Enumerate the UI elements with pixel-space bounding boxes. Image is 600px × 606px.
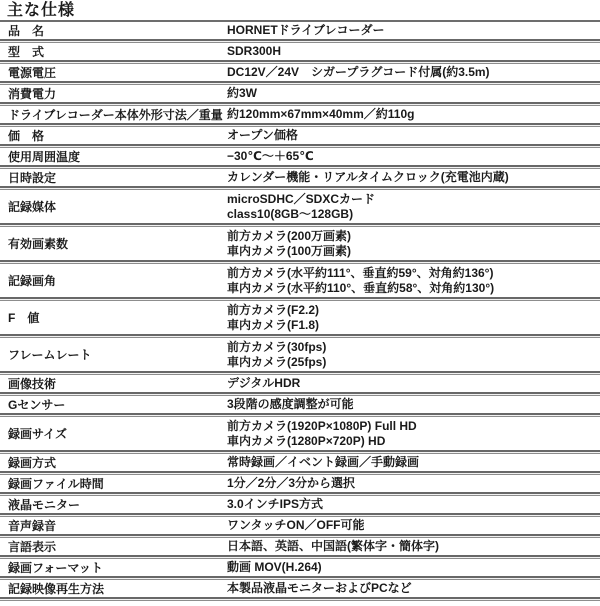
spec-table: [0, 22, 600, 601]
spec-row: [0, 475, 600, 492]
spec-row: [0, 148, 600, 165]
spec-row-label: 記録画角: [8, 274, 57, 288]
spec-row-label: 画像技術: [8, 377, 57, 391]
spec-row-value: 車内カメラ(100万画素): [227, 243, 352, 258]
spec-row-values: [227, 455, 600, 470]
spec-row: [0, 454, 600, 471]
spec-row: [0, 580, 600, 597]
spec-row-label: 型 式: [8, 45, 45, 59]
spec-row: [0, 85, 600, 102]
spec-row-label: ドライブレコーダー本体外形寸法／重量: [8, 108, 223, 122]
spec-row-label: 録画方式: [8, 456, 57, 470]
spec-row-value: オープン価格: [227, 128, 298, 142]
spec-row-label: 品 名: [8, 24, 45, 38]
spec-row: [0, 301, 600, 334]
spec-row-values: [227, 107, 600, 122]
spec-row-values: [227, 497, 600, 512]
spec-row: [0, 396, 600, 413]
spec-row: [0, 227, 600, 260]
spec-row: [0, 106, 600, 123]
spec-row-values: [227, 65, 600, 80]
spec-row-label: 電源電圧: [8, 66, 57, 80]
spec-row-values: [227, 229, 600, 259]
spec-row-values: [227, 86, 600, 101]
spec-row-values: [227, 539, 600, 554]
spec-row-value: カレンダー機能・リアルタイムクロック(充電池内蔵): [227, 170, 509, 184]
spec-row-value: 前方カメラ(F2.2): [227, 302, 320, 317]
spec-row: [0, 22, 600, 39]
spec-row-label: 液晶モニター: [8, 498, 81, 512]
spec-row-values: [227, 23, 600, 38]
spec-row: [0, 496, 600, 513]
spec-row-values: [227, 149, 600, 164]
spec-row-values: [227, 44, 600, 59]
spec-row: [0, 64, 600, 81]
spec-row-label: 記録映像再生方法: [8, 582, 105, 596]
spec-row-value: class10(8GB～128GB): [227, 206, 354, 221]
spec-row-label: 価 格: [8, 129, 45, 143]
spec-row-value: 1分／2分／3分から選択: [227, 476, 356, 490]
spec-row-values: [227, 376, 600, 391]
spec-row-label: 録画サイズ: [8, 427, 68, 441]
spec-row-value: ワンタッチON／OFF可能: [227, 518, 365, 532]
spec-row-label: 録画フォーマット: [8, 561, 103, 575]
spec-row-label: 有効画素数: [8, 237, 69, 251]
spec-row-value: 動画 MOV(H.264): [227, 560, 322, 574]
page-title: 主な仕様: [7, 2, 76, 19]
spec-row: [0, 190, 600, 223]
spec-row-value: microSDHC／SDXCカード: [227, 191, 376, 206]
spec-row-value: 前方カメラ(水平約111°、垂直約59°、対角約136°): [227, 265, 494, 280]
spec-row-value: −30℃～＋65℃: [227, 149, 314, 163]
spec-row: [0, 338, 600, 371]
spec-row-values: [227, 170, 600, 185]
spec-row: [0, 538, 600, 555]
spec-row-values: [227, 419, 600, 449]
spec-row-value: 3.0インチIPS方式: [227, 497, 324, 511]
spec-row-value: DC12V／24V シガープラグコード付属(約3.5m): [227, 65, 490, 79]
spec-row-values: [227, 397, 600, 412]
spec-page: [0, 2, 600, 601]
spec-row: [0, 169, 600, 186]
spec-row-label: 日時設定: [8, 171, 57, 185]
spec-row: [0, 559, 600, 576]
spec-row-value: 車内カメラ(F1.8): [227, 317, 320, 332]
spec-row-label: 記録媒体: [8, 200, 57, 214]
spec-row-value: 約120mm×67mm×40mm／約110g: [227, 107, 415, 121]
spec-row-label: Gセンサー: [8, 398, 66, 412]
spec-row: [0, 127, 600, 144]
spec-row: [0, 417, 600, 450]
spec-row-label: F 値: [8, 311, 40, 325]
spec-row-label: 音声録音: [8, 519, 57, 533]
spec-row-label: 使用周囲温度: [8, 150, 81, 164]
spec-row-value: HORNETドライブレコーダー: [227, 23, 385, 37]
spec-row-value: 車内カメラ(1280P×720P) HD: [227, 433, 386, 448]
spec-row-values: [227, 340, 600, 370]
spec-row-value: 約3W: [227, 86, 258, 100]
spec-row-label: 言語表示: [8, 540, 57, 554]
spec-row-value: 本製品液晶モニターおよびPCなど: [227, 581, 412, 595]
spec-row-value: 3段階の感度調整が可能: [227, 397, 354, 411]
spec-row-value: 車内カメラ(水平約110°、垂直約58°、対角約130°): [227, 280, 495, 295]
spec-row-label: 録画ファイル時間: [8, 477, 104, 491]
spec-row: [0, 264, 600, 297]
spec-row-value: 前方カメラ(30fps): [227, 339, 327, 354]
spec-row: [0, 43, 600, 60]
spec-row-values: [227, 192, 600, 222]
spec-row: [0, 375, 600, 392]
spec-row-values: [227, 476, 600, 491]
spec-row: [0, 517, 600, 534]
spec-row-values: [227, 128, 600, 143]
spec-row-values: [227, 303, 600, 333]
spec-row-value: 前方カメラ(1920P×1080P) Full HD: [227, 418, 417, 433]
spec-row-values: [227, 581, 600, 596]
spec-row-values: [227, 266, 600, 296]
spec-row-values: [227, 518, 600, 533]
row-divider: [0, 597, 600, 601]
spec-row-label: 消費電力: [8, 87, 57, 101]
spec-row-value: 車内カメラ(25fps): [227, 354, 327, 369]
spec-row-value: 前方カメラ(200万画素): [227, 228, 352, 243]
spec-row-value: SDR300H: [227, 44, 282, 58]
spec-row-value: 常時録画／イベント録画／手動録画: [227, 455, 420, 469]
spec-row-value: 日本語、英語、中国語(繁体字・簡体字): [227, 539, 439, 553]
spec-row-value: デジタルHDR: [227, 376, 301, 390]
spec-row-values: [227, 560, 600, 575]
spec-row-label: フレームレート: [8, 348, 92, 362]
